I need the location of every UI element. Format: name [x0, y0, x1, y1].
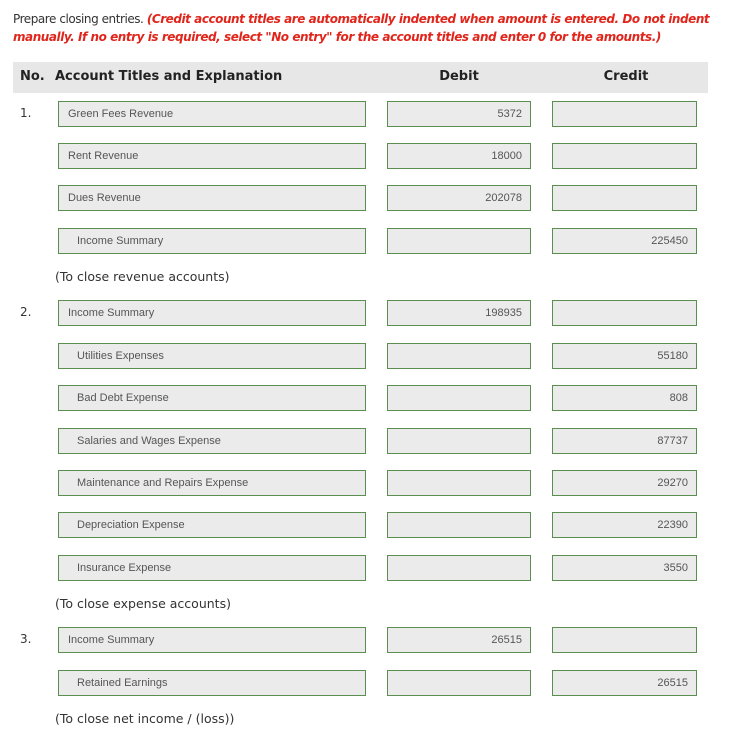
instructions-lead: Prepare closing entries.	[13, 12, 144, 26]
debit-field[interactable]: 18000	[387, 143, 531, 169]
credit-field[interactable]	[552, 300, 697, 326]
account-title-field[interactable]: Income Summary	[58, 300, 366, 326]
debit-field[interactable]	[387, 670, 531, 696]
header-no: No.	[20, 69, 45, 84]
credit-field[interactable]: 3550	[552, 555, 697, 581]
debit-field[interactable]	[387, 428, 531, 454]
debit-field[interactable]	[387, 343, 531, 369]
debit-field[interactable]	[387, 470, 531, 496]
journal-line	[0, 512, 749, 540]
credit-field[interactable]: 55180	[552, 343, 697, 369]
journal-line	[0, 555, 749, 583]
debit-field[interactable]: 198935	[387, 300, 531, 326]
journal-line	[0, 470, 749, 498]
account-title-field[interactable]: Income Summary	[58, 627, 366, 653]
table-header	[13, 62, 708, 93]
account-title-field[interactable]: Retained Earnings	[58, 670, 366, 696]
entry-explanation: (To close net income / (loss))	[55, 711, 235, 726]
credit-field[interactable]: 29270	[552, 470, 697, 496]
journal-line	[0, 670, 749, 698]
debit-field[interactable]	[387, 512, 531, 538]
journal-line	[0, 300, 749, 328]
instructions-note: (Credit account titles are automatically indented when amount is entered. Do not indent manually. If no entry is required, select "No entry" for the account titles and enter 0 for the amounts.)	[13, 12, 710, 44]
entry-number: 3.	[20, 632, 32, 646]
account-title-field[interactable]: Rent Revenue	[58, 143, 366, 169]
account-title-field[interactable]: Income Summary	[58, 228, 366, 254]
account-title-field[interactable]: Insurance Expense	[58, 555, 366, 581]
account-title-field[interactable]: Utilities Expenses	[58, 343, 366, 369]
credit-field[interactable]: 87737	[552, 428, 697, 454]
credit-field[interactable]: 808	[552, 385, 697, 411]
instructions	[13, 10, 738, 46]
journal-line	[0, 185, 749, 213]
account-title-field[interactable]: Salaries and Wages Expense	[58, 428, 366, 454]
debit-field[interactable]: 26515	[387, 627, 531, 653]
header-credit: Credit	[603, 69, 649, 84]
entry-explanation: (To close expense accounts)	[55, 596, 231, 611]
credit-field[interactable]: 26515	[552, 670, 697, 696]
account-title-field[interactable]: Green Fees Revenue	[58, 101, 366, 127]
account-title-field[interactable]: Dues Revenue	[58, 185, 366, 211]
debit-field[interactable]: 5372	[387, 101, 531, 127]
credit-field[interactable]	[552, 101, 697, 127]
journal-line	[0, 385, 749, 413]
journal-line	[0, 228, 749, 256]
debit-field[interactable]	[387, 228, 531, 254]
journal-line	[0, 143, 749, 171]
debit-field[interactable]	[387, 555, 531, 581]
account-title-field[interactable]: Depreciation Expense	[58, 512, 366, 538]
journal-line	[0, 627, 749, 655]
account-title-field[interactable]: Bad Debt Expense	[58, 385, 366, 411]
credit-field[interactable]	[552, 627, 697, 653]
entry-explanation: (To close revenue accounts)	[55, 269, 230, 284]
header-account: Account Titles and Explanation	[55, 69, 283, 84]
credit-field[interactable]: 225450	[552, 228, 697, 254]
entry-number: 2.	[20, 305, 32, 319]
credit-field[interactable]: 22390	[552, 512, 697, 538]
account-title-field[interactable]: Maintenance and Repairs Expense	[58, 470, 366, 496]
credit-field[interactable]	[552, 185, 697, 211]
entry-number: 1.	[20, 106, 32, 120]
credit-field[interactable]	[552, 143, 697, 169]
journal-line	[0, 428, 749, 456]
debit-field[interactable]: 202078	[387, 185, 531, 211]
journal-line	[0, 343, 749, 371]
header-debit: Debit	[439, 69, 479, 84]
debit-field[interactable]	[387, 385, 531, 411]
journal-line	[0, 101, 749, 129]
